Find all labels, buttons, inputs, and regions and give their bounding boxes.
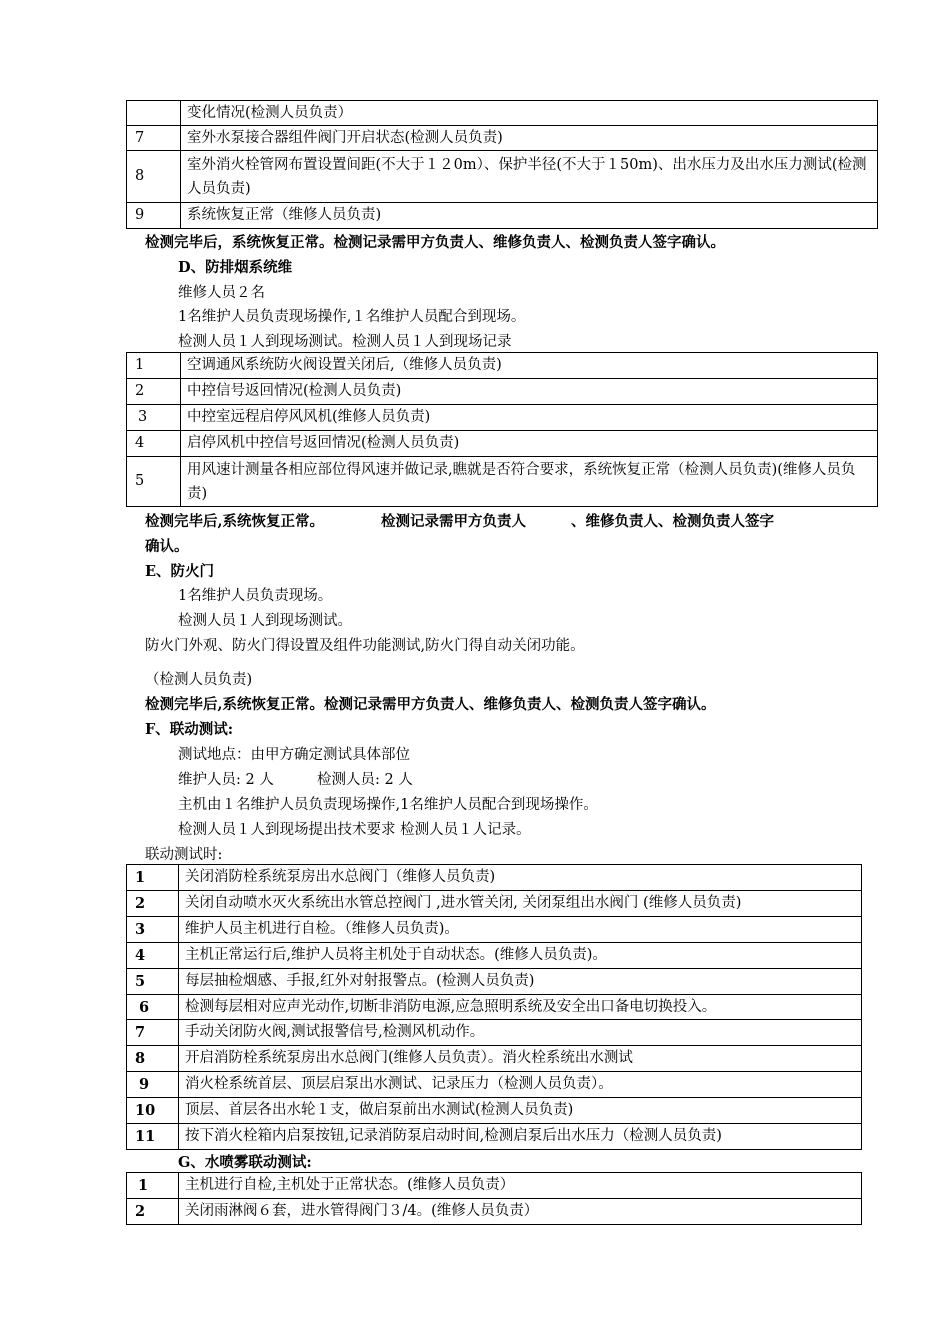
table-row	[127, 126, 878, 151]
row-number: 7	[127, 1020, 179, 1046]
section-d-line: 1名维护人员负责现场操作,１名维护人员配合到现场。	[178, 309, 526, 325]
table-row	[127, 1098, 862, 1124]
row-text: 消火栓系统首层、顶层启泵出水测试、记录压力（检测人员负责）。	[179, 1072, 862, 1098]
row-number: 3	[127, 917, 179, 943]
row-text: 启停风机中控信号返回情况(检测人员负责)	[181, 431, 878, 457]
row-text: 关闭消防栓系统泵房出水总阀门（维修人员负责)	[179, 865, 862, 891]
section-e-line: 1名维护人员负责现场。	[178, 588, 333, 604]
row-text: 用风速计测量各相应部位得风速并做记录,瞧就是否符合要求，系统恢复正常（检测人员负责)(维修人员负责)	[181, 457, 878, 507]
row-text: 室外消火栓管网布置设置间距(不大于１２0m）、保护半径(不大于１50m)、出水压力及出水压力测试(检测人员负责)	[181, 151, 878, 203]
row-text: 检测每层相对应声光动作,切断非消防电源,应急照明系统及安全出口备电切换投入。	[179, 995, 862, 1020]
table-row	[127, 379, 878, 405]
section-f-heading: F、联动测试:	[145, 721, 234, 738]
table-row	[127, 151, 878, 203]
row-text: 变化情况(检测人员负责）	[181, 101, 878, 126]
row-number: 8	[127, 1046, 179, 1072]
table-row	[127, 457, 878, 507]
row-number: 1	[127, 1173, 179, 1199]
table-row	[127, 405, 878, 431]
row-text: 顶层、首层各出水轮１支，做启泵前出水测试(检测人员负责)	[179, 1098, 862, 1124]
row-number: 9	[127, 203, 181, 229]
row-number: 9	[127, 1072, 179, 1098]
section-f-line: 维护人员: 2 人	[178, 772, 274, 788]
section-f-line: 联动测试时:	[145, 847, 223, 863]
section-e-heading: E、防火门	[145, 563, 215, 580]
section-f-line: 测试地点：由甲方确定测试具体部位	[178, 747, 410, 763]
section-d-conclusion: 、维修负责人、检测负责人签字	[571, 513, 774, 530]
table-f	[126, 864, 862, 1150]
section-d-line: 维修人员２名	[178, 285, 265, 301]
row-number: 2	[127, 379, 181, 405]
table-row	[127, 1173, 862, 1199]
row-text: 空调通风系统防火阀设置关闭后,（维修人员负责)	[181, 353, 878, 379]
row-number: 8	[127, 151, 181, 203]
section-f-line: 检测人员: 2 人	[317, 772, 413, 788]
row-number: 10	[127, 1098, 179, 1124]
table-row	[127, 431, 878, 457]
row-number: 4	[127, 431, 181, 457]
row-text: 手动关闭防火阀,测试报警信号,检测风机动作。	[179, 1020, 862, 1046]
section-d-conclusion: 检测记录需甲方负责人	[381, 513, 526, 530]
table-row	[127, 1199, 862, 1225]
table-row	[127, 1124, 862, 1150]
row-number: 2	[127, 891, 179, 917]
section-e-line: （检测人员负责)	[145, 672, 253, 688]
section-d-heading: D、防排烟系统维	[178, 259, 293, 276]
section-e-line: 检测人员１人到现场测试。	[178, 613, 352, 629]
row-text: 按下消火栓箱内启泵按钮,记录消防泵启动时间,检测启泵后出水压力（检测人员负责)	[179, 1124, 862, 1150]
row-number: 1	[127, 865, 179, 891]
row-number: 5	[127, 457, 181, 507]
row-number: 11	[127, 1124, 179, 1150]
row-number: 6	[127, 995, 179, 1020]
row-number: 5	[127, 969, 179, 995]
table-row	[127, 1020, 862, 1046]
row-number: 4	[127, 943, 179, 969]
row-number: 3	[127, 405, 181, 431]
section-e-line: 防火门外观、防火门得设置及组件功能测试,防火门得自动关闭功能。	[145, 638, 585, 654]
row-text: 每层抽检烟感、手报,红外对射报警点。(检测人员负责)	[179, 969, 862, 995]
row-text: 主机正常运行后,维护人员将主机处于自动状态。(维修人员负责)。	[179, 943, 862, 969]
row-text: 中控室远程启停风风机(维修人员负责)	[181, 405, 878, 431]
section-f-line: 检测人员１人到现场提出技术要求 检测人员１人记录。	[178, 822, 531, 838]
row-number: 1	[127, 353, 181, 379]
section-d-line: 检测人员１人到现场测试。检测人员１人到现场记录	[178, 334, 512, 350]
section-c-conclusion: 检测完毕后，系统恢复正常。检测记录需甲方负责人、维修负责人、检测负责人签字确认。	[145, 234, 725, 251]
section-e-conclusion: 检测完毕后,系统恢复正常。检测记录需甲方负责人、维修负责人、检测负责人签字确认。	[145, 696, 716, 713]
row-text: 主机进行自检,主机处于正常状态。(维修人员负责）	[179, 1173, 862, 1199]
row-number	[127, 101, 181, 126]
table-row	[127, 865, 862, 891]
row-number: 7	[127, 126, 181, 151]
table-row	[127, 995, 862, 1020]
table-row	[127, 891, 862, 917]
table-row	[127, 353, 878, 379]
table-row	[127, 1046, 862, 1072]
table-d	[126, 352, 878, 507]
row-text: 室外水泵接合器组件阀门开启状态(检测人员负责)	[181, 126, 878, 151]
table-row	[127, 943, 862, 969]
row-text: 关闭雨淋阀６套，进水管得阀门３/4。(维修人员负责）	[179, 1199, 862, 1225]
row-number: 2	[127, 1199, 179, 1225]
table-row	[127, 1072, 862, 1098]
section-d-conclusion: 确认。	[145, 538, 189, 555]
table-row	[127, 203, 878, 229]
row-text: 开启消防栓系统泵房出水总阀门(维修人员负责）。消火栓系统出水测试	[179, 1046, 862, 1072]
row-text: 关闭自动喷水灭火系统出水管总控阀门 ,进水管关闭, 关闭泵组出水阀门 (维修人员负责)	[179, 891, 862, 917]
section-f-line: 主机由１名维护人员负责现场操作,1名维护人员配合到现场操作。	[178, 797, 598, 813]
table-c	[126, 100, 878, 229]
section-d-conclusion: 检测完毕后,系统恢复正常。	[145, 513, 325, 530]
row-text: 系统恢复正常（维修人员负责)	[181, 203, 878, 229]
table-g	[126, 1172, 862, 1225]
row-text: 维护人员主机进行自检。（维修人员负责)。	[179, 917, 862, 943]
table-row	[127, 101, 878, 126]
table-row	[127, 917, 862, 943]
row-text: 中控信号返回情况(检测人员负责)	[181, 379, 878, 405]
table-row	[127, 969, 862, 995]
section-g-heading: G、水喷雾联动测试:	[178, 1154, 312, 1171]
